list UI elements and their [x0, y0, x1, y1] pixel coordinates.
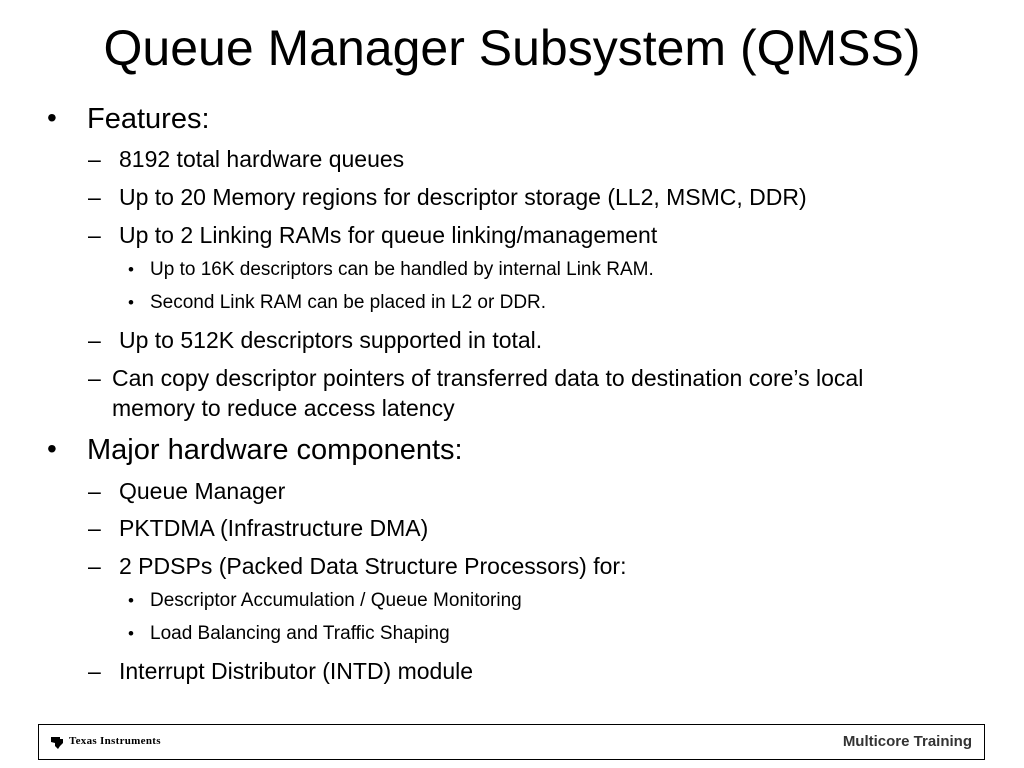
brand-name: Texas Instruments [69, 735, 161, 747]
list-item: Can copy descriptor pointers of transferred data to destination core’s local [112, 365, 864, 391]
bullet-dot: • [47, 102, 57, 133]
dash-marker: – [88, 478, 101, 504]
dash-marker: – [88, 553, 101, 579]
dash-marker: – [88, 365, 101, 391]
list-item: Queue Manager [119, 478, 286, 504]
list-item: Up to 20 Memory regions for descriptor storage (LL2, MSMC, DDR) [119, 184, 807, 210]
dash-marker: – [88, 222, 101, 248]
dash-marker: – [88, 658, 101, 684]
sub-bullet-dot: • [128, 293, 134, 312]
dash-marker: – [88, 515, 101, 541]
list-item: 8192 total hardware queues [119, 146, 405, 172]
list-item: Interrupt Distributor (INTD) module [119, 658, 474, 684]
sub-list-item: Second Link RAM can be placed in L2 or DDR. [150, 292, 547, 313]
sub-bullet-dot: • [128, 624, 134, 643]
components-heading: Major hardware components: [87, 434, 463, 466]
slide-title: Queue Manager Subsystem (QMSS) [103, 20, 921, 76]
list-item: Up to 2 Linking RAMs for queue linking/management [119, 222, 658, 248]
dash-marker: – [88, 146, 101, 172]
list-item-continuation: memory to reduce access latency [112, 395, 455, 421]
dash-marker: – [88, 184, 101, 210]
list-item: Up to 512K descriptors supported in total. [119, 327, 543, 353]
slide-footer [38, 724, 985, 760]
sub-bullet-dot: • [128, 591, 134, 610]
list-item: 2 PDSPs (Packed Data Structure Processors) for: [119, 553, 627, 579]
footer-label: Multicore Training [842, 733, 972, 750]
list-item: PKTDMA (Infrastructure DMA) [119, 515, 429, 541]
sub-list-item: Descriptor Accumulation / Queue Monitoring [150, 590, 522, 611]
dash-marker: – [88, 327, 101, 353]
features-heading: Features: [87, 103, 210, 135]
sub-bullet-dot: • [128, 260, 134, 279]
sub-list-item: Load Balancing and Traffic Shaping [150, 623, 450, 644]
texas-instruments-logo-icon [49, 734, 65, 750]
sub-list-item: Up to 16K descriptors can be handled by internal Link RAM. [150, 259, 654, 280]
bullet-dot: • [47, 433, 57, 464]
